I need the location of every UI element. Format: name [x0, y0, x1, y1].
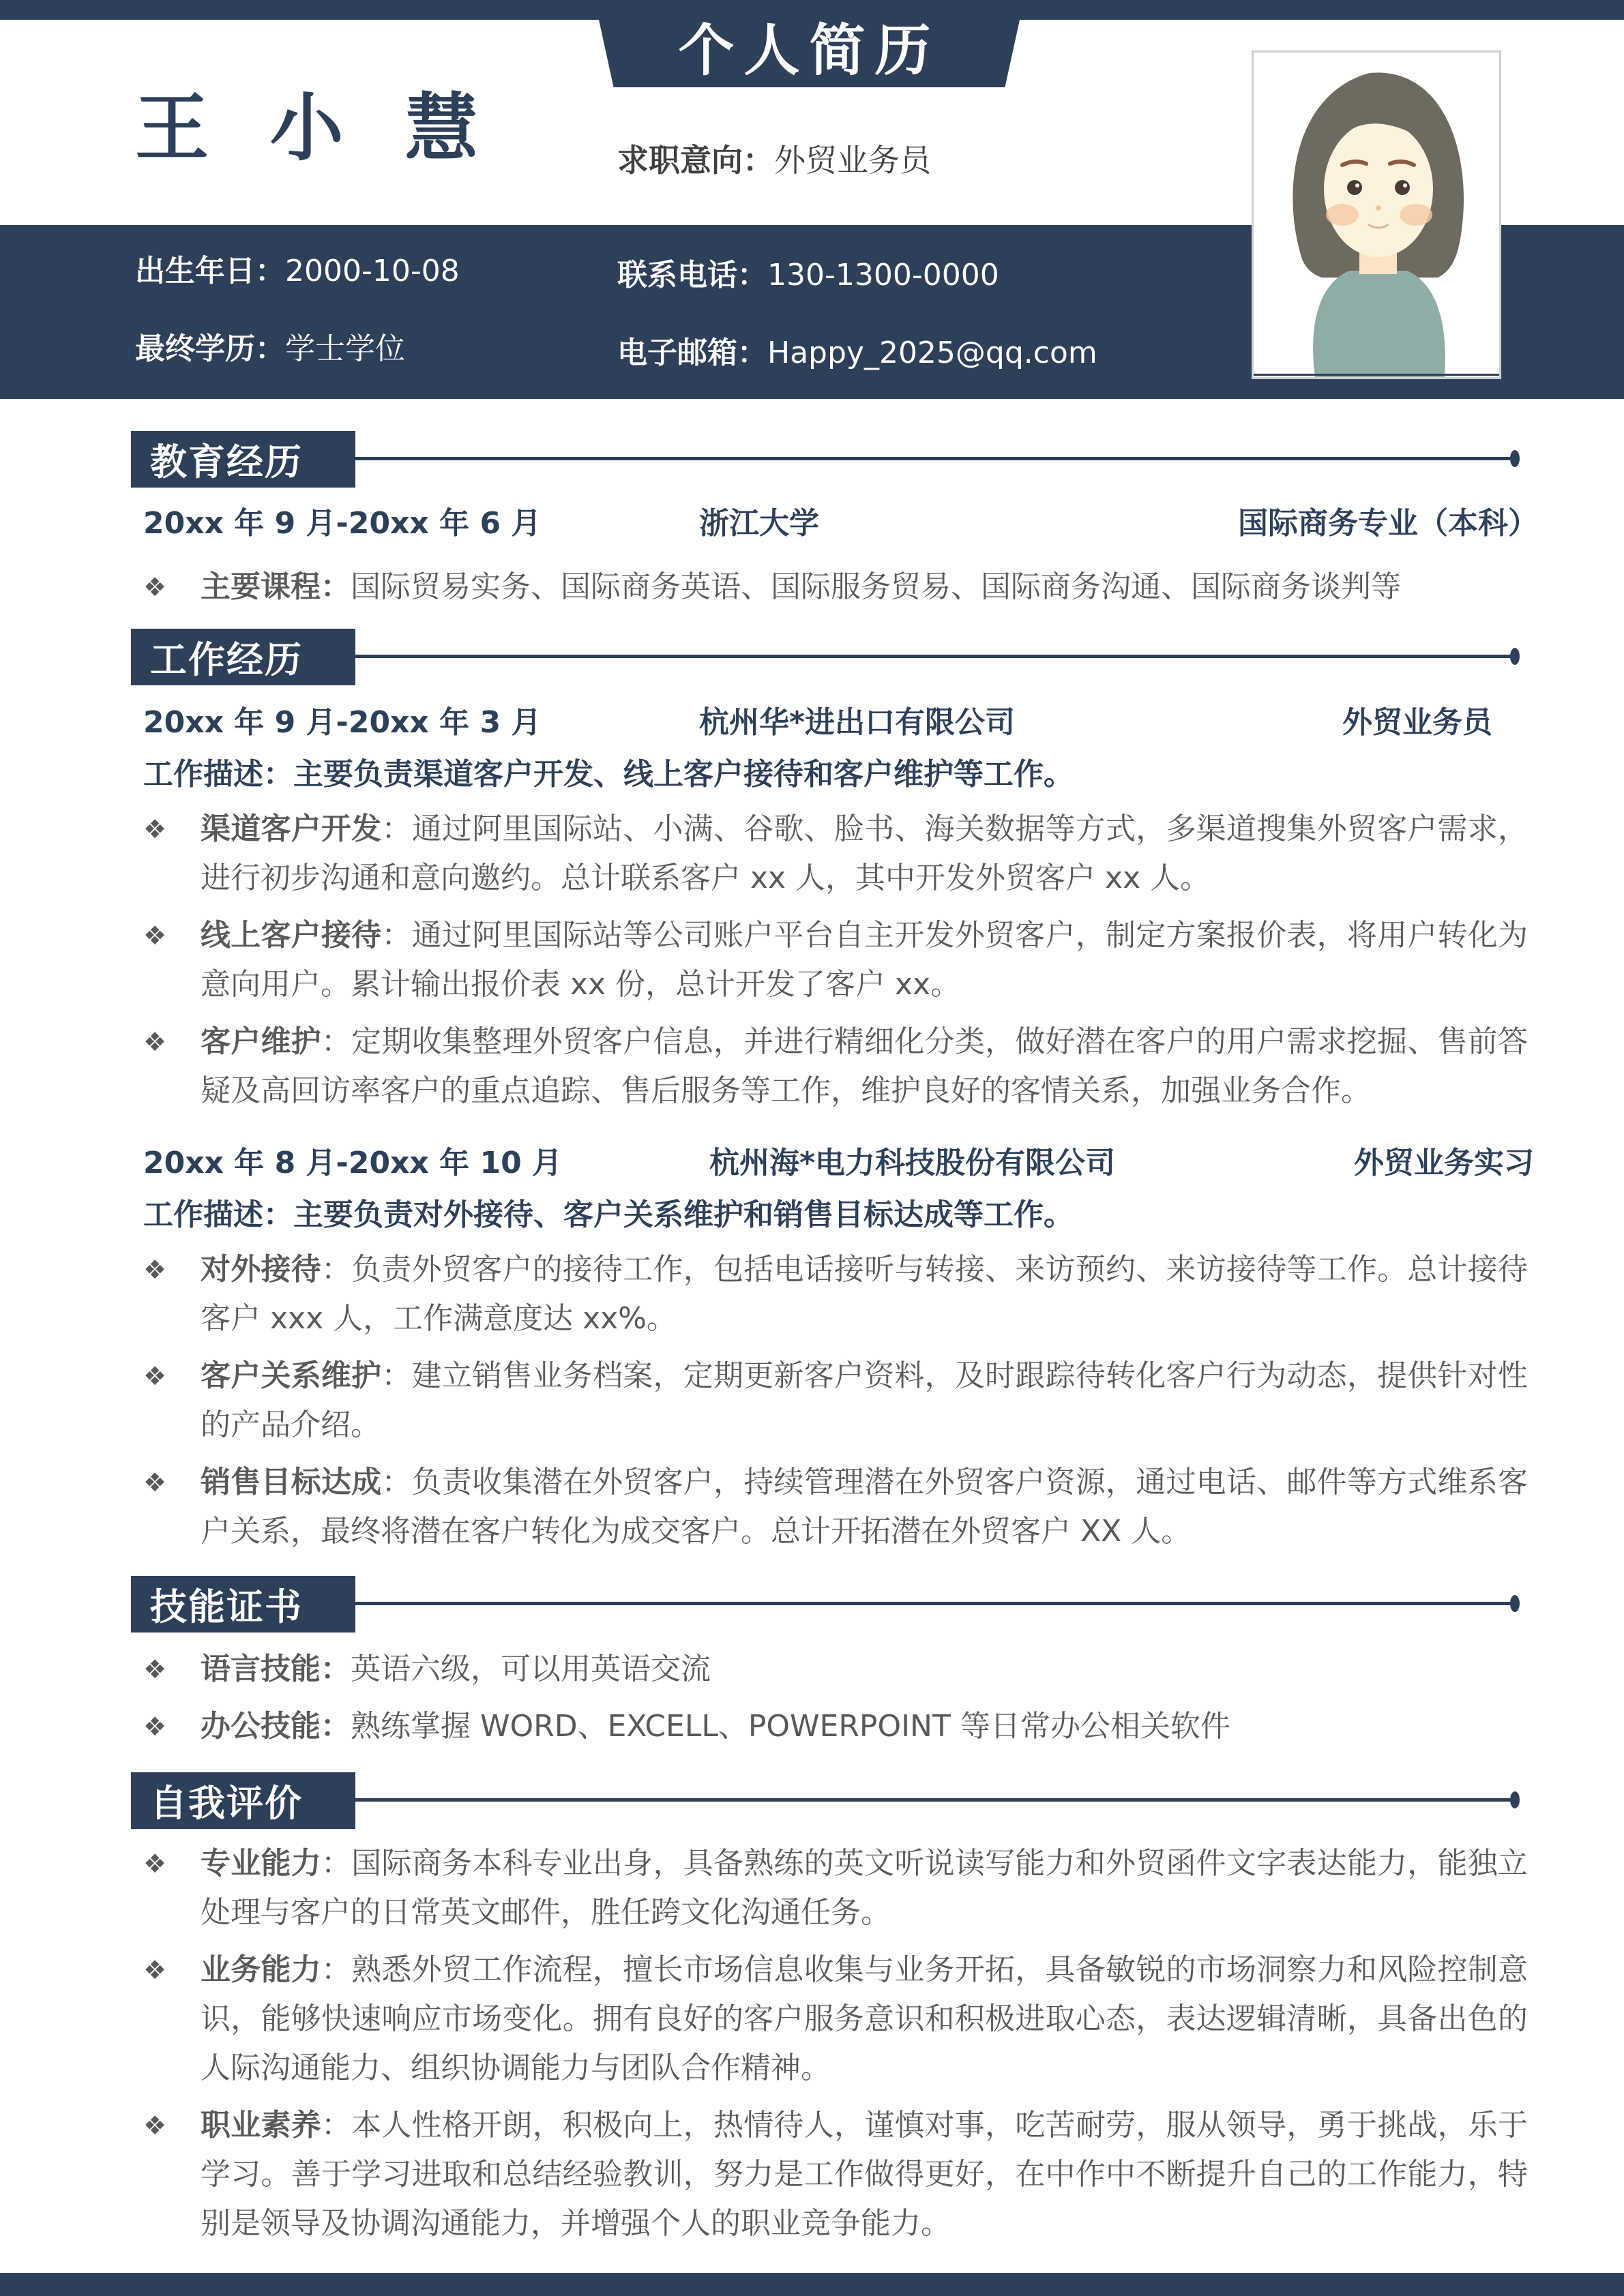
phone-value: 130-1300-0000	[767, 258, 999, 293]
item-label: 办公技能：	[201, 1709, 351, 1744]
section-header-self-evaluation	[131, 1772, 1529, 1829]
edu-value: 学士学位	[285, 331, 405, 366]
list-item	[143, 1839, 1528, 1937]
section-title: 教育经历	[131, 431, 355, 488]
bullet-diamond-icon: ❖	[143, 1027, 167, 1057]
section-header-skills	[131, 1576, 1529, 1632]
profile-photo	[1252, 50, 1501, 379]
avatar-icon	[1254, 53, 1499, 377]
item-text: ：定期收集整理外贸客户信息，并进行精细化分类，做好潜在客户的用户需求挖掘、售前答疑及高回访率客户的重点追踪、售后服务等工作，维护良好的客情关系，加强业务合作。	[201, 1024, 1529, 1108]
item-text: ：通过阿里国际站、小满、谷歌、脸书、海关数据等方式，多渠道搜集外贸客户需求，进行初步沟通和意向邀约。总计联系客户 xx 人，其中开发外贸客户 xx 人。	[201, 811, 1529, 895]
section-header-work	[131, 629, 1529, 685]
list-item	[143, 1702, 1528, 1751]
list-item	[143, 1017, 1528, 1116]
job-role: 外贸业务员	[1342, 705, 1492, 740]
divider-dot-icon	[1510, 648, 1520, 665]
section-header-education	[131, 431, 1529, 488]
birth-value: 2000-10-08	[285, 254, 460, 288]
candidate-name: 王 小 慧	[135, 86, 497, 171]
item-label: 职业素养	[201, 2108, 321, 2143]
job-intent-value: 外贸业务员	[774, 142, 931, 179]
birth-date	[135, 251, 460, 292]
edu-major: 国际商务专业（本科）	[1238, 506, 1538, 541]
birth-label: 出生年日：	[135, 254, 285, 288]
bullet-diamond-icon: ❖	[143, 1955, 167, 1985]
item-label: 线上客户接待	[201, 918, 382, 953]
edu-label: 最终学历：	[135, 331, 285, 366]
item-label: 专业能力	[201, 1846, 321, 1881]
list-item	[143, 1945, 1528, 2093]
divider-dot-icon	[1510, 1595, 1520, 1612]
list-item	[143, 911, 1528, 1009]
education-level	[135, 329, 405, 370]
bullet-diamond-icon: ❖	[143, 921, 167, 951]
item-text: ：通过阿里国际站等公司账户平台自主开发外贸客户，制定方案报价表，将用户转化为意向用户。累计输出报价表 xx 份，总计开发了客户 xx。	[201, 918, 1529, 1002]
section-title: 技能证书	[131, 1576, 355, 1632]
list-item	[143, 2101, 1528, 2248]
item-text: ：国际商务本科专业出身，具备熟练的英文听说读写能力和外贸函件文字表达能力，能独立处理与客户的日常英文邮件，胜任跨文化沟通任务。	[201, 1846, 1529, 1930]
email	[617, 333, 1097, 374]
item-text: 英语六级，可以用英语交流	[351, 1652, 711, 1686]
list-item	[143, 1458, 1528, 1556]
item-text: ：负责收集潜在外贸客户，持续管理潜在外贸客户资源，通过电话、邮件等方式维系客户关系，最终将潜在客户转化为成交客户。总计开拓潜在外贸客户 XX 人。	[201, 1465, 1529, 1549]
item-label: 渠道客户开发	[201, 811, 382, 846]
job-period: 20xx 年 8 月-20xx 年 10 月	[143, 1146, 563, 1180]
job-intent	[617, 140, 931, 181]
bullet-diamond-icon: ❖	[143, 2111, 167, 2141]
bullet-diamond-icon: ❖	[143, 1849, 167, 1879]
job-company: 杭州海*电力科技股份有限公司	[709, 1146, 1116, 1180]
item-text: ：建立销售业务档案，定期更新客户资料，及时跟踪待转化客户行为动态，提供针对性的产品介绍。	[201, 1358, 1529, 1442]
list-item	[143, 563, 1528, 612]
item-text: 熟练掌握 WORD、EXCELL、POWERPOINT 等日常办公相关软件	[351, 1709, 1230, 1744]
item-label: 语言技能：	[201, 1652, 351, 1686]
section-divider	[355, 1602, 1515, 1605]
section-divider	[355, 457, 1515, 460]
edu-period: 20xx 年 9 月-20xx 年 6 月	[143, 506, 542, 541]
job-intent-label: 求职意向：	[617, 142, 774, 179]
item-text: ：负责外贸客户的接待工作，包括电话接听与转接、来访预约、来访接待等工作。总计接待客户 xxx 人，工作满意度达 xx%。	[201, 1252, 1529, 1336]
list-item	[143, 1352, 1528, 1450]
divider-dot-icon	[1510, 450, 1520, 467]
bullet-diamond-icon: ❖	[143, 1712, 167, 1742]
section-divider	[355, 1798, 1515, 1802]
job-period: 20xx 年 9 月-20xx 年 3 月	[143, 705, 542, 740]
divider-dot-icon	[1510, 1791, 1520, 1808]
item-label: 主要课程：	[201, 569, 351, 604]
bullet-diamond-icon: ❖	[143, 1467, 167, 1497]
bullet-diamond-icon: ❖	[143, 572, 167, 602]
bottom-band	[0, 2273, 1624, 2296]
section-divider	[355, 655, 1515, 658]
list-item	[143, 805, 1528, 903]
bullet-diamond-icon: ❖	[143, 814, 167, 844]
page-title: 个人简历	[678, 18, 941, 83]
job-role: 外贸业务实习	[1354, 1146, 1534, 1180]
list-item	[143, 1245, 1528, 1343]
phone-label: 联系电话：	[617, 258, 767, 293]
bullet-diamond-icon: ❖	[143, 1361, 167, 1391]
section-title: 工作经历	[131, 629, 355, 685]
email-value: Happy_2025@qq.com	[767, 336, 1097, 370]
bullet-diamond-icon: ❖	[143, 1654, 167, 1684]
item-text: ：本人性格开朗，积极向上，热情待人，谨慎对事，吃苦耐劳，服从领导，勇于挑战，乐于学习。善于学习进取和总结经验教训，努力是工作做得更好，在中作中不断提升自己的工作能力，特别是领导及协调沟通能力，并增强个人的职业竞争能力。	[201, 2108, 1529, 2241]
item-label: 销售目标达成	[201, 1465, 382, 1500]
job-company: 杭州华*进出口有限公司	[699, 705, 1016, 740]
bullet-diamond-icon: ❖	[143, 1255, 167, 1285]
item-text: 国际贸易实务、国际商务英语、国际服务贸易、国际商务沟通、国际商务谈判等	[351, 569, 1401, 604]
list-item	[143, 1645, 1528, 1694]
job-description: 工作描述：主要负责渠道客户开发、线上客户接待和客户维护等工作。	[143, 757, 1074, 792]
phone	[617, 255, 999, 296]
item-label: 客户维护	[201, 1024, 321, 1059]
item-label: 业务能力	[201, 1952, 321, 1987]
email-label: 电子邮箱：	[617, 336, 767, 370]
job-description: 工作描述：主要负责对外接待、客户关系维护和销售目标达成等工作。	[143, 1197, 1074, 1232]
item-text: ：熟悉外贸工作流程，擅长市场信息收集与业务开拓，具备敏锐的市场洞察力和风险控制意识，能够快速响应市场变化。拥有良好的客户服务意识和积极进取心态，表达逻辑清晰，具备出色的人际沟通能力、组织协调能力与团队合作精神。	[201, 1952, 1529, 2085]
item-label: 对外接待	[201, 1252, 321, 1287]
section-title: 自我评价	[131, 1772, 355, 1829]
item-label: 客户关系维护	[201, 1358, 382, 1393]
edu-school: 浙江大学	[699, 506, 819, 541]
